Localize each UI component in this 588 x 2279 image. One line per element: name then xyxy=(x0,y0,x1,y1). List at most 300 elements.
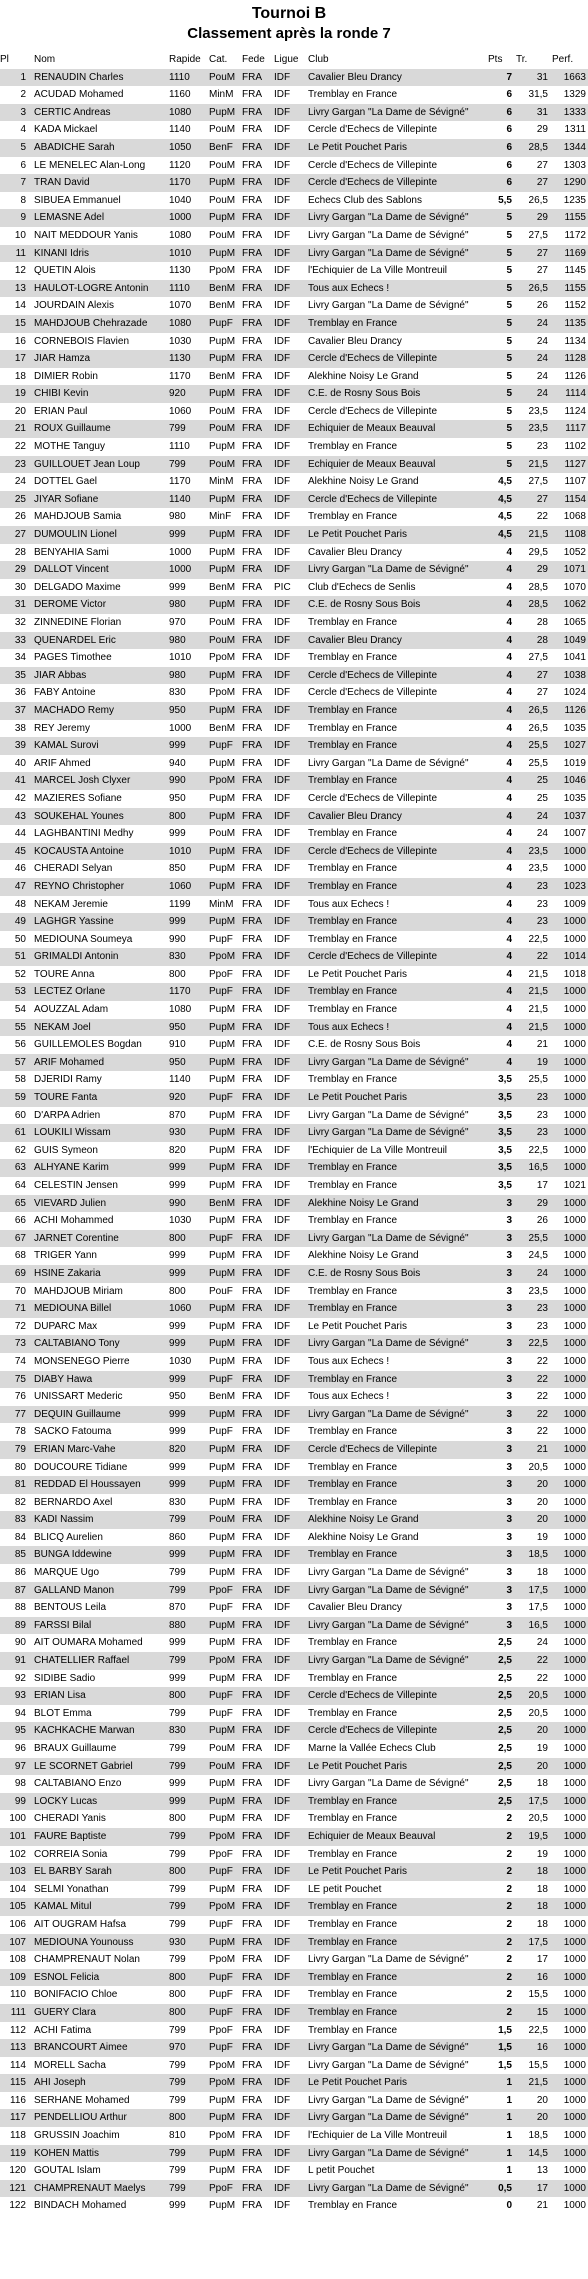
table-row xyxy=(0,1652,588,1670)
cell-category: PupM xyxy=(209,245,242,263)
cell-name: SOUKEHAL Younes xyxy=(32,808,169,826)
cell-performance: 1311 xyxy=(552,121,588,139)
cell-tiebreak: 24,5 xyxy=(516,1247,552,1265)
cell-category: PupM xyxy=(209,596,242,614)
cell-category: BenM xyxy=(209,579,242,597)
cell-name: BERNARDO Axel xyxy=(32,1494,169,1512)
cell-category: PpoM xyxy=(209,2074,242,2092)
cell-league: IDF xyxy=(274,1001,308,1019)
cell-category: PupM xyxy=(209,1406,242,1424)
cell-club: Livry Gargan "La Dame de Sévigné" xyxy=(308,2039,488,2057)
cell-name: SIDIBE Sadio xyxy=(32,1670,169,1688)
cell-rating: 810 xyxy=(169,2127,209,2145)
cell-league: IDF xyxy=(274,1617,308,1635)
cell-name: JIAR Hamza xyxy=(32,350,169,368)
cell-performance: 1107 xyxy=(552,473,588,491)
cell-category: PupM xyxy=(209,1247,242,1265)
cell-federation: FRA xyxy=(242,755,274,773)
cell-points: 2 xyxy=(488,1881,516,1899)
cell-name: JARNET Corentine xyxy=(32,1230,169,1248)
cell-federation: FRA xyxy=(242,1599,274,1617)
cell-club: Cercle d'Echecs de Villepinte xyxy=(308,667,488,685)
cell-category: PouM xyxy=(209,1511,242,1529)
cell-club: Cercle d'Echecs de Villepinte xyxy=(308,1722,488,1740)
cell-category: PpoF xyxy=(209,2022,242,2040)
table-row xyxy=(0,1459,588,1477)
cell-performance: 1000 xyxy=(552,2004,588,2022)
cell-club: Alekhine Noisy Le Grand xyxy=(308,368,488,386)
cell-club: Tremblay en France xyxy=(308,1494,488,1512)
cell-points: 2 xyxy=(488,1898,516,1916)
cell-category: PupM xyxy=(209,878,242,896)
cell-points: 3 xyxy=(488,1423,516,1441)
cell-club: Livry Gargan "La Dame de Sévigné" xyxy=(308,1124,488,1142)
cell-category: PupM xyxy=(209,350,242,368)
table-row xyxy=(0,860,588,878)
cell-league: IDF xyxy=(274,1230,308,1248)
cell-tiebreak: 21,5 xyxy=(516,1001,552,1019)
cell-category: PupM xyxy=(209,1722,242,1740)
cell-league: IDF xyxy=(274,596,308,614)
cell-federation: FRA xyxy=(242,2092,274,2110)
cell-club: Tremblay en France xyxy=(308,614,488,632)
cell-points: 2 xyxy=(488,1828,516,1846)
cell-name: LOCKY Lucas xyxy=(32,1793,169,1811)
cell-federation: FRA xyxy=(242,1863,274,1881)
table-row xyxy=(0,596,588,614)
cell-federation: FRA xyxy=(242,1177,274,1195)
cell-points: 5 xyxy=(488,438,516,456)
cell-league: IDF xyxy=(274,245,308,263)
table-row xyxy=(0,1247,588,1265)
cell-rating: 1140 xyxy=(169,121,209,139)
cell-rating: 980 xyxy=(169,596,209,614)
cell-name: REY Jeremy xyxy=(32,720,169,738)
cell-rank: 81 xyxy=(0,1476,32,1494)
cell-league: IDF xyxy=(274,860,308,878)
cell-points: 5 xyxy=(488,420,516,438)
cell-performance: 1000 xyxy=(552,2180,588,2198)
cell-federation: FRA xyxy=(242,2162,274,2180)
cell-tiebreak: 25,5 xyxy=(516,1230,552,1248)
cell-category: PupM xyxy=(209,1300,242,1318)
cell-rating: 999 xyxy=(169,913,209,931)
cell-club: Livry Gargan "La Dame de Sévigné" xyxy=(308,1335,488,1353)
cell-league: IDF xyxy=(274,1494,308,1512)
cell-rating: 799 xyxy=(169,1828,209,1846)
cell-tiebreak: 25,5 xyxy=(516,1071,552,1089)
cell-rank: 122 xyxy=(0,2197,32,2215)
table-row xyxy=(0,1318,588,1336)
cell-federation: FRA xyxy=(242,1265,274,1283)
cell-league: IDF xyxy=(274,755,308,773)
cell-tiebreak: 26,5 xyxy=(516,720,552,738)
cell-category: PupM xyxy=(209,438,242,456)
cell-name: BRANCOURT Aimee xyxy=(32,2039,169,2057)
cell-category: PupM xyxy=(209,544,242,562)
cell-tiebreak: 22 xyxy=(516,1406,552,1424)
cell-points: 4 xyxy=(488,737,516,755)
cell-rating: 1000 xyxy=(169,561,209,579)
cell-rating: 1120 xyxy=(169,157,209,175)
cell-federation: FRA xyxy=(242,596,274,614)
cell-club: Tous aux Echecs ! xyxy=(308,896,488,914)
cell-name: ERIAN Paul xyxy=(32,403,169,421)
cell-performance: 1344 xyxy=(552,139,588,157)
cell-rank: 60 xyxy=(0,1107,32,1125)
cell-name: BLOT Emma xyxy=(32,1705,169,1723)
cell-tiebreak: 18 xyxy=(516,1898,552,1916)
cell-rating: 999 xyxy=(169,1159,209,1177)
table-row xyxy=(0,1670,588,1688)
cell-name: RENAUDIN Charles xyxy=(32,69,169,87)
cell-tiebreak: 24 xyxy=(516,350,552,368)
cell-federation: FRA xyxy=(242,649,274,667)
cell-name: ERIAN Lisa xyxy=(32,1687,169,1705)
cell-name: GUILLEMOLES Bogdan xyxy=(32,1036,169,1054)
cell-club: Livry Gargan "La Dame de Sévigné" xyxy=(308,104,488,122)
cell-tiebreak: 29,5 xyxy=(516,544,552,562)
cell-rank: 106 xyxy=(0,1916,32,1934)
cell-tiebreak: 31 xyxy=(516,104,552,122)
cell-club: Tremblay en France xyxy=(308,1459,488,1477)
cell-points: 3 xyxy=(488,1300,516,1318)
cell-points: 3 xyxy=(488,1476,516,1494)
cell-performance: 1023 xyxy=(552,878,588,896)
cell-performance: 1000 xyxy=(552,931,588,949)
cell-rank: 43 xyxy=(0,808,32,826)
cell-federation: FRA xyxy=(242,983,274,1001)
cell-club: Livry Gargan "La Dame de Sévigné" xyxy=(308,2092,488,2110)
cell-club: Livry Gargan "La Dame de Sévigné" xyxy=(308,1582,488,1600)
cell-league: IDF xyxy=(274,1634,308,1652)
cell-category: PouM xyxy=(209,456,242,474)
cell-rank: 100 xyxy=(0,1810,32,1828)
cell-category: PupM xyxy=(209,1529,242,1547)
cell-rank: 1 xyxy=(0,69,32,87)
table-row xyxy=(0,209,588,227)
cell-rank: 114 xyxy=(0,2057,32,2075)
cell-rating: 850 xyxy=(169,860,209,878)
cell-club: Tremblay en France xyxy=(308,1001,488,1019)
cell-points: 4 xyxy=(488,755,516,773)
cell-league: IDF xyxy=(274,1107,308,1125)
cell-rank: 50 xyxy=(0,931,32,949)
cell-name: ROUX Guillaume xyxy=(32,420,169,438)
cell-club: Tremblay en France xyxy=(308,508,488,526)
cell-performance: 1154 xyxy=(552,491,588,509)
cell-league: IDF xyxy=(274,843,308,861)
cell-league: IDF xyxy=(274,1036,308,1054)
cell-federation: FRA xyxy=(242,1810,274,1828)
cell-name: CHAMPRENAUT Nolan xyxy=(32,1951,169,1969)
cell-name: KINANI Idris xyxy=(32,245,169,263)
cell-league: IDF xyxy=(274,2162,308,2180)
cell-federation: FRA xyxy=(242,860,274,878)
cell-rank: 107 xyxy=(0,1934,32,1952)
cell-performance: 1000 xyxy=(552,2109,588,2127)
cell-name: CHATELLIER Raffael xyxy=(32,1652,169,1670)
cell-performance: 1000 xyxy=(552,1775,588,1793)
cell-federation: FRA xyxy=(242,1124,274,1142)
cell-performance: 1041 xyxy=(552,649,588,667)
cell-rating: 1000 xyxy=(169,720,209,738)
cell-points: 3 xyxy=(488,1265,516,1283)
cell-points: 4 xyxy=(488,649,516,667)
cell-category: PpoF xyxy=(209,2180,242,2198)
cell-tiebreak: 20,5 xyxy=(516,1459,552,1477)
cell-name: CORNEBOIS Flavien xyxy=(32,333,169,351)
cell-category: PouM xyxy=(209,632,242,650)
cell-club: Tremblay en France xyxy=(308,737,488,755)
cell-rating: 1010 xyxy=(169,245,209,263)
cell-club: Tremblay en France xyxy=(308,2004,488,2022)
cell-rating: 799 xyxy=(169,1740,209,1758)
cell-points: 4,5 xyxy=(488,491,516,509)
cell-name: AIT OUMARA Mohamed xyxy=(32,1634,169,1652)
cell-club: Tremblay en France xyxy=(308,1670,488,1688)
cell-category: MinM xyxy=(209,86,242,104)
cell-points: 5 xyxy=(488,403,516,421)
cell-rating: 970 xyxy=(169,614,209,632)
cell-name: CORREIA Sonia xyxy=(32,1846,169,1864)
cell-performance: 1071 xyxy=(552,561,588,579)
cell-league: IDF xyxy=(274,1511,308,1529)
cell-tiebreak: 21,5 xyxy=(516,966,552,984)
cell-category: PupM xyxy=(209,1441,242,1459)
cell-name: QUETIN Alois xyxy=(32,262,169,280)
cell-rank: 88 xyxy=(0,1599,32,1617)
cell-performance: 1000 xyxy=(552,1810,588,1828)
cell-tiebreak: 24 xyxy=(516,1265,552,1283)
table-row xyxy=(0,1986,588,2004)
cell-category: PouM xyxy=(209,403,242,421)
cell-club: Cercle d'Echecs de Villepinte xyxy=(308,403,488,421)
cell-name: GOUTAL Islam xyxy=(32,2162,169,2180)
cell-category: PupM xyxy=(209,2162,242,2180)
cell-federation: FRA xyxy=(242,720,274,738)
cell-points: 4 xyxy=(488,966,516,984)
cell-rating: 870 xyxy=(169,1599,209,1617)
cell-league: IDF xyxy=(274,209,308,227)
cell-name: AOUZZAL Adam xyxy=(32,1001,169,1019)
cell-category: PupM xyxy=(209,1634,242,1652)
cell-rating: 1170 xyxy=(169,368,209,386)
cell-tiebreak: 27 xyxy=(516,684,552,702)
cell-category: PupM xyxy=(209,790,242,808)
cell-tiebreak: 20 xyxy=(516,2092,552,2110)
cell-category: PupM xyxy=(209,1934,242,1952)
cell-tiebreak: 18,5 xyxy=(516,1546,552,1564)
cell-category: PupM xyxy=(209,333,242,351)
cell-rating: 799 xyxy=(169,2145,209,2163)
cell-rank: 90 xyxy=(0,1634,32,1652)
cell-league: IDF xyxy=(274,368,308,386)
cell-rank: 55 xyxy=(0,1019,32,1037)
cell-performance: 1018 xyxy=(552,966,588,984)
cell-club: Alekhine Noisy Le Grand xyxy=(308,1195,488,1213)
cell-category: PouM xyxy=(209,1758,242,1776)
table-row xyxy=(0,737,588,755)
cell-tiebreak: 24 xyxy=(516,368,552,386)
cell-category: PupF xyxy=(209,2039,242,2057)
cell-federation: FRA xyxy=(242,69,274,87)
table-row xyxy=(0,843,588,861)
cell-league: IDF xyxy=(274,896,308,914)
cell-league: IDF xyxy=(274,1986,308,2004)
standings-rows xyxy=(0,69,588,2215)
table-row xyxy=(0,1353,588,1371)
cell-name: DJERIDI Ramy xyxy=(32,1071,169,1089)
cell-tiebreak: 27 xyxy=(516,174,552,192)
table-row xyxy=(0,1124,588,1142)
cell-rank: 8 xyxy=(0,192,32,210)
cell-performance: 1000 xyxy=(552,1071,588,1089)
cell-performance: 1024 xyxy=(552,684,588,702)
cell-rank: 72 xyxy=(0,1318,32,1336)
cell-federation: FRA xyxy=(242,702,274,720)
table-row xyxy=(0,438,588,456)
table-row xyxy=(0,579,588,597)
cell-federation: FRA xyxy=(242,931,274,949)
cell-category: PupM xyxy=(209,1353,242,1371)
cell-club: Echecs Club des Sablons xyxy=(308,192,488,210)
cell-federation: FRA xyxy=(242,2039,274,2057)
cell-league: IDF xyxy=(274,1652,308,1670)
cell-tiebreak: 27 xyxy=(516,262,552,280)
cell-performance: 1000 xyxy=(552,1986,588,2004)
cell-performance: 1000 xyxy=(552,1969,588,1987)
cell-rating: 999 xyxy=(169,1247,209,1265)
cell-rank: 26 xyxy=(0,508,32,526)
cell-federation: FRA xyxy=(242,1230,274,1248)
cell-name: CALTABIANO Enzo xyxy=(32,1775,169,1793)
cell-performance: 1027 xyxy=(552,737,588,755)
cell-federation: FRA xyxy=(242,1054,274,1072)
cell-points: 5 xyxy=(488,333,516,351)
table-row xyxy=(0,896,588,914)
cell-performance: 1663 xyxy=(552,69,588,87)
cell-name: MACHADO Remy xyxy=(32,702,169,720)
cell-club: Tremblay en France xyxy=(308,1634,488,1652)
cell-performance: 1000 xyxy=(552,1476,588,1494)
table-row xyxy=(0,1775,588,1793)
cell-federation: FRA xyxy=(242,1793,274,1811)
cell-rank: 42 xyxy=(0,790,32,808)
col-header-rank: Pl xyxy=(0,54,9,65)
cell-rank: 66 xyxy=(0,1212,32,1230)
cell-tiebreak: 19 xyxy=(516,1529,552,1547)
cell-points: 3 xyxy=(488,1212,516,1230)
cell-rating: 800 xyxy=(169,2004,209,2022)
cell-club: C.E. de Rosny Sous Bois xyxy=(308,385,488,403)
cell-points: 2 xyxy=(488,1951,516,1969)
cell-tiebreak: 19 xyxy=(516,1740,552,1758)
cell-federation: FRA xyxy=(242,245,274,263)
cell-category: PpoF xyxy=(209,1582,242,1600)
cell-category: PupM xyxy=(209,1793,242,1811)
cell-category: PupM xyxy=(209,860,242,878)
cell-performance: 1134 xyxy=(552,333,588,351)
cell-points: 3 xyxy=(488,1335,516,1353)
cell-performance: 1000 xyxy=(552,1828,588,1846)
cell-rank: 69 xyxy=(0,1265,32,1283)
cell-performance: 1128 xyxy=(552,350,588,368)
cell-points: 2 xyxy=(488,1934,516,1952)
cell-performance: 1000 xyxy=(552,1898,588,1916)
cell-rating: 1080 xyxy=(169,1001,209,1019)
cell-name: DEROME Victor xyxy=(32,596,169,614)
cell-rank: 52 xyxy=(0,966,32,984)
table-row xyxy=(0,121,588,139)
cell-rating: 1060 xyxy=(169,403,209,421)
cell-club: Cercle d'Echecs de Villepinte xyxy=(308,350,488,368)
cell-club: Le Petit Pouchet Paris xyxy=(308,966,488,984)
cell-federation: FRA xyxy=(242,1423,274,1441)
cell-federation: FRA xyxy=(242,2127,274,2145)
cell-federation: FRA xyxy=(242,1353,274,1371)
cell-rating: 950 xyxy=(169,1019,209,1037)
cell-club: Cercle d'Echecs de Villepinte xyxy=(308,1441,488,1459)
cell-tiebreak: 23 xyxy=(516,1124,552,1142)
cell-league: IDF xyxy=(274,1863,308,1881)
cell-performance: 1000 xyxy=(552,1054,588,1072)
cell-rating: 1170 xyxy=(169,174,209,192)
cell-federation: FRA xyxy=(242,579,274,597)
table-row xyxy=(0,1142,588,1160)
cell-category: PouM xyxy=(209,825,242,843)
cell-rating: 1000 xyxy=(169,209,209,227)
cell-category: PupM xyxy=(209,755,242,773)
cell-performance: 1000 xyxy=(552,1722,588,1740)
cell-league: IDF xyxy=(274,684,308,702)
table-row xyxy=(0,1863,588,1881)
cell-club: Cercle d'Echecs de Villepinte xyxy=(308,157,488,175)
cell-category: PupM xyxy=(209,843,242,861)
table-row xyxy=(0,755,588,773)
cell-rating: 999 xyxy=(169,825,209,843)
cell-rank: 94 xyxy=(0,1705,32,1723)
cell-category: BenM xyxy=(209,368,242,386)
table-row xyxy=(0,1582,588,1600)
cell-league: IDF xyxy=(274,1846,308,1864)
cell-rating: 799 xyxy=(169,2092,209,2110)
cell-federation: FRA xyxy=(242,825,274,843)
cell-category: PupM xyxy=(209,174,242,192)
cell-tiebreak: 23 xyxy=(516,1089,552,1107)
table-header-row xyxy=(0,51,588,69)
cell-federation: FRA xyxy=(242,385,274,403)
cell-rating: 999 xyxy=(169,1459,209,1477)
cell-federation: FRA xyxy=(242,1828,274,1846)
cell-category: PupF xyxy=(209,931,242,949)
cell-name: LE MENELEC Alan-Long xyxy=(32,157,169,175)
cell-points: 1,5 xyxy=(488,2039,516,2057)
cell-points: 4 xyxy=(488,931,516,949)
cell-performance: 1000 xyxy=(552,1107,588,1125)
cell-league: IDF xyxy=(274,1177,308,1195)
cell-rank: 102 xyxy=(0,1846,32,1864)
cell-performance: 1000 xyxy=(552,1318,588,1336)
cell-tiebreak: 26,5 xyxy=(516,192,552,210)
cell-category: PpoM xyxy=(209,2057,242,2075)
cell-league: IDF xyxy=(274,1599,308,1617)
cell-federation: FRA xyxy=(242,1986,274,2004)
table-row xyxy=(0,966,588,984)
cell-points: 3 xyxy=(488,1494,516,1512)
cell-league: IDF xyxy=(274,280,308,298)
cell-name: CHERADI Selyan xyxy=(32,860,169,878)
